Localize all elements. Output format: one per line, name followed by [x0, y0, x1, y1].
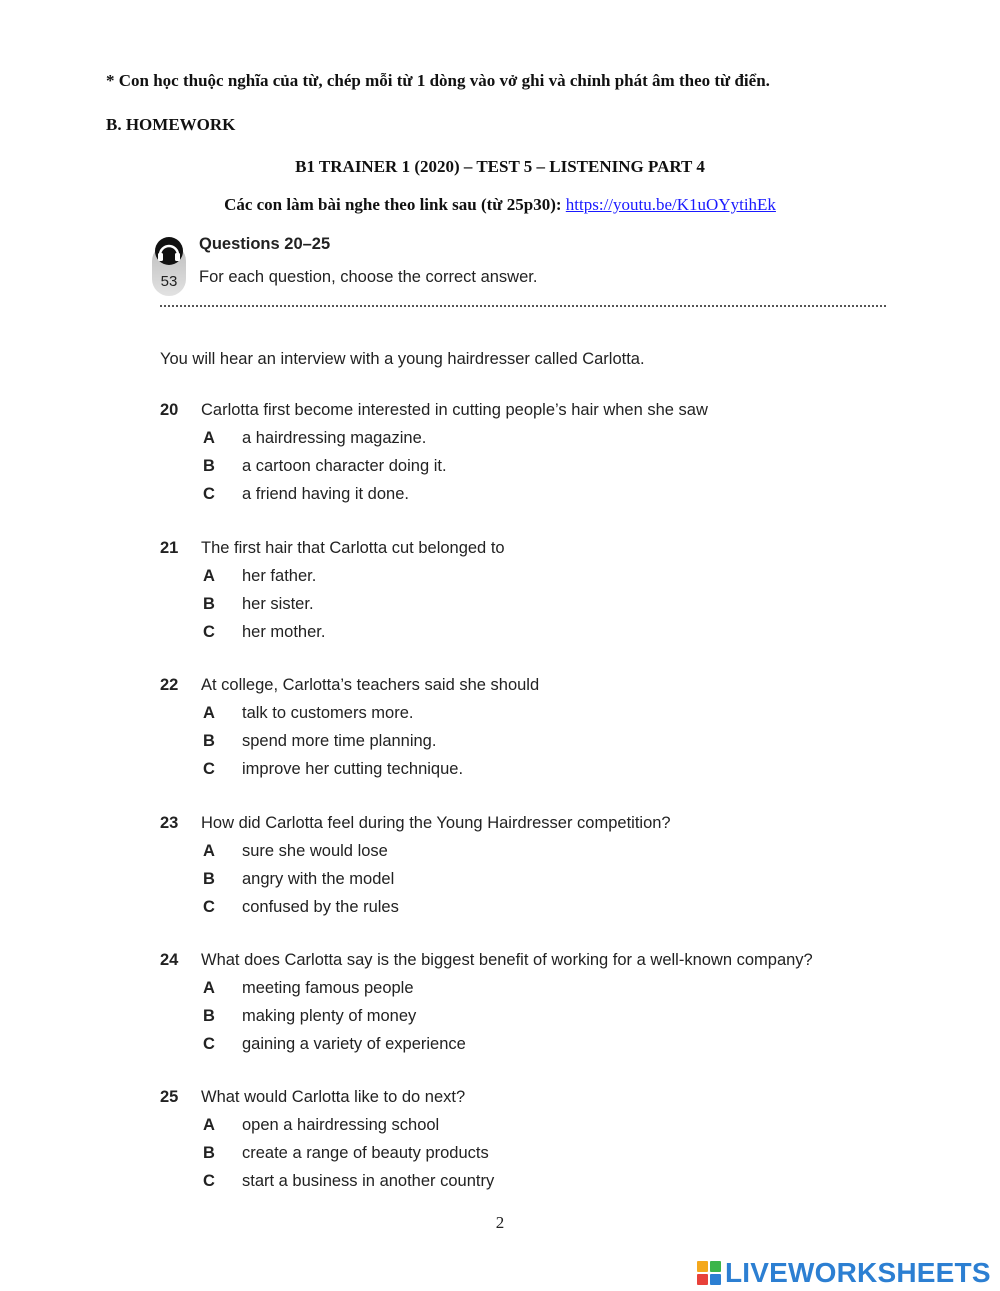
answer-option[interactable] [160, 704, 900, 732]
option-letter: B [203, 732, 215, 750]
option-letter: A [203, 1116, 215, 1134]
question-24 [160, 951, 900, 1063]
answer-option[interactable] [160, 1035, 900, 1063]
option-text: her mother. [242, 623, 326, 641]
option-letter: A [203, 842, 215, 860]
questions-heading: Questions 20–25 [199, 235, 331, 253]
option-letter: C [203, 485, 215, 503]
answer-option[interactable] [160, 567, 900, 595]
answer-option[interactable] [160, 457, 900, 485]
option-letter: B [203, 595, 215, 613]
logo-tiles-icon [697, 1261, 721, 1285]
headphones-icon [151, 236, 187, 298]
logo-text: LIVEWORKSHEETS [725, 1257, 991, 1288]
logo-tile [697, 1274, 708, 1285]
track-number: 53 [160, 273, 178, 290]
question-number: 23 [160, 814, 179, 832]
question-25 [160, 1088, 900, 1200]
audio-track-badge [151, 236, 187, 298]
option-letter: A [203, 704, 215, 722]
answer-option[interactable] [160, 1144, 900, 1172]
option-letter: A [203, 567, 215, 585]
option-text: improve her cutting technique. [242, 760, 464, 778]
section-heading: B. HOMEWORK [106, 115, 236, 134]
answer-option[interactable] [160, 842, 900, 870]
answer-option[interactable] [160, 1172, 900, 1200]
option-letter: B [203, 1144, 215, 1162]
question-number: 22 [160, 676, 179, 694]
option-text: her sister. [242, 595, 314, 613]
option-text: making plenty of money [242, 1007, 417, 1025]
option-letter: B [203, 1007, 215, 1025]
question-number: 25 [160, 1088, 179, 1106]
question-22 [160, 676, 900, 788]
option-letter: C [203, 760, 215, 778]
link-line [0, 195, 1000, 215]
option-text: sure she would lose [242, 842, 388, 860]
question-text: What does Carlotta say is the biggest benefit of working for a well-known company? [201, 951, 813, 969]
page-number: 2 [495, 1213, 505, 1232]
option-letter: C [203, 623, 215, 641]
answer-option[interactable] [160, 1116, 900, 1144]
option-text: meeting famous people [242, 979, 414, 997]
option-letter: C [203, 1035, 215, 1053]
answer-option[interactable] [160, 1007, 900, 1035]
logo-tile [710, 1274, 721, 1285]
option-text: gaining a variety of experience [242, 1035, 466, 1053]
question-number: 24 [160, 951, 179, 969]
test-title: B1 TRAINER 1 (2020) – TEST 5 – LISTENING PART 4 [295, 157, 705, 176]
note-line: * Con học thuộc nghĩa của từ, chép mỗi từ 1 dòng vào vở ghi và chỉnh phát âm theo từ điển. [106, 71, 770, 90]
option-letter: B [203, 457, 215, 475]
option-letter: B [203, 870, 215, 888]
answer-option[interactable] [160, 623, 900, 651]
question-21 [160, 539, 900, 651]
option-text: a friend having it done. [242, 485, 409, 503]
question-text: At college, Carlotta’s teachers said she should [201, 676, 540, 694]
answer-option[interactable] [160, 870, 900, 898]
option-text: confused by the rules [242, 898, 399, 916]
answer-option[interactable] [160, 732, 900, 760]
question-text: The first hair that Carlotta cut belonged to [201, 539, 505, 557]
answer-option[interactable] [160, 898, 900, 926]
option-letter: A [203, 979, 215, 997]
option-text: create a range of beauty products [242, 1144, 489, 1162]
question-text: What would Carlotta like to do next? [201, 1088, 466, 1106]
option-text: a hairdressing magazine. [242, 429, 427, 447]
question-number: 20 [160, 401, 179, 419]
youtube-link[interactable]: https://youtu.be/K1uOYytihEk [565, 195, 776, 214]
question-text: How did Carlotta feel during the Young Hairdresser competition? [201, 814, 671, 832]
question-23 [160, 814, 900, 926]
dotted-divider [160, 305, 886, 307]
answer-option[interactable] [160, 485, 900, 513]
option-letter: C [203, 1172, 215, 1190]
question-text: Carlotta first become interested in cutting people’s hair when she saw [201, 401, 708, 419]
option-letter: A [203, 429, 215, 447]
listening-intro: You will hear an interview with a young hairdresser called Carlotta. [160, 350, 645, 368]
option-text: talk to customers more. [242, 704, 414, 722]
logo-tile [710, 1261, 721, 1272]
option-text: open a hairdressing school [242, 1116, 440, 1134]
answer-option[interactable] [160, 429, 900, 457]
option-text: angry with the model [242, 870, 395, 888]
answer-option[interactable] [160, 595, 900, 623]
question-number: 21 [160, 539, 179, 557]
option-text: a cartoon character doing it. [242, 457, 447, 475]
option-text: spend more time planning. [242, 732, 437, 750]
option-text: her father. [242, 567, 317, 585]
answer-option[interactable] [160, 979, 900, 1007]
option-letter: C [203, 898, 215, 916]
option-text: start a business in another country [242, 1172, 495, 1190]
instruction-text: For each question, choose the correct answer. [199, 268, 538, 286]
answer-option[interactable] [160, 760, 900, 788]
liveworksheets-logo[interactable] [697, 1257, 991, 1289]
question-20 [160, 401, 900, 513]
link-lead-text: Các con làm bài nghe theo link sau (từ 25p30): [224, 195, 562, 214]
logo-tile [697, 1261, 708, 1272]
